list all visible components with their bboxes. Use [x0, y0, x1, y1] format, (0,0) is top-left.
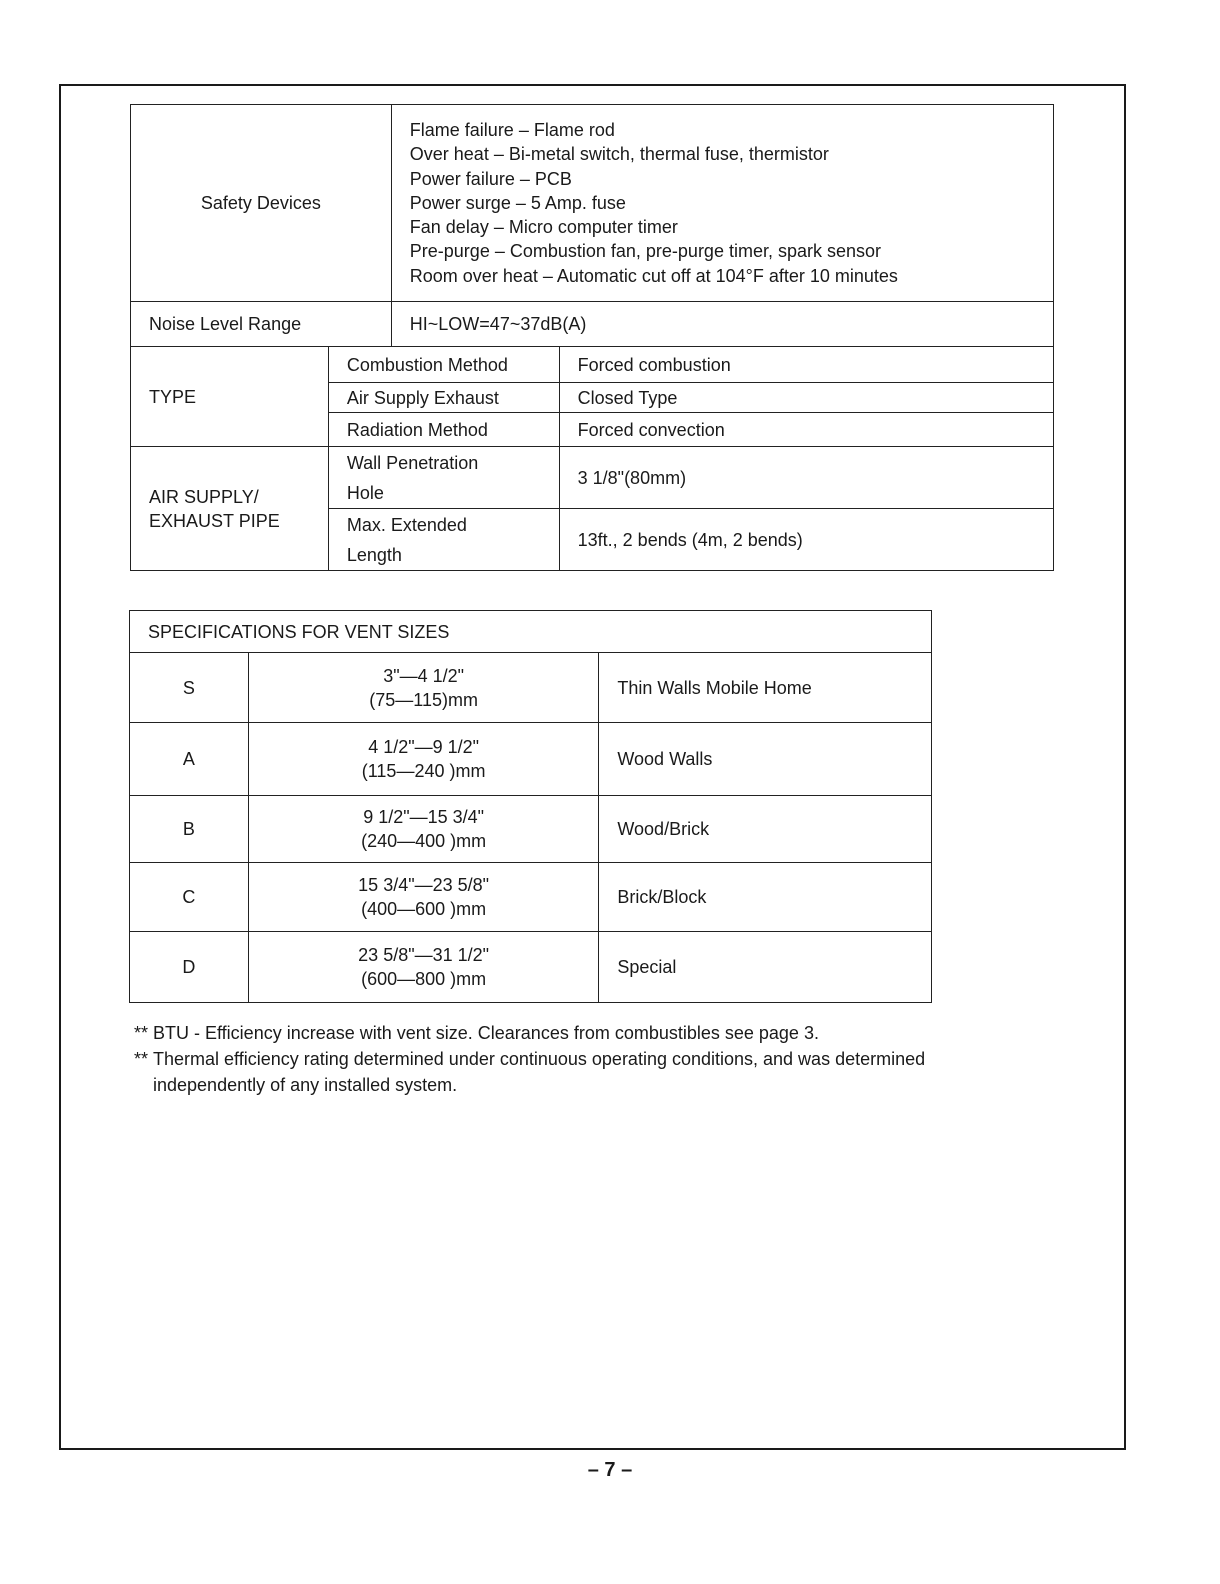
air-supply-value: 13ft., 2 bends (4m, 2 bends): [559, 509, 1053, 571]
type-value: Forced combustion: [559, 347, 1053, 383]
vent-row: [130, 932, 932, 1003]
specifications-table: [130, 104, 1054, 571]
vent-range: [248, 863, 599, 932]
vent-range: [248, 796, 599, 863]
vent-use: Special: [599, 932, 932, 1003]
air-supply-label: [131, 447, 329, 571]
vent-use: Wood/Brick: [599, 796, 932, 863]
vent-range-inches: 9 1/2"—15 3/4": [363, 807, 485, 827]
air-supply-label-line: EXHAUST PIPE: [149, 510, 280, 531]
vent-use: Wood Walls: [599, 723, 932, 796]
vent-use: Brick/Block: [599, 863, 932, 932]
vent-range-inches: 4 1/2"—9 1/2": [368, 737, 480, 757]
vent-size: D: [130, 932, 249, 1003]
vent-table-header-row: [130, 611, 932, 653]
vent-row: [130, 796, 932, 863]
vent-row: [130, 723, 932, 796]
vent-range: [248, 653, 599, 723]
footnote-text: BTU - Efficiency increase with vent size. Clearances from combustibles see page 3.: [153, 1023, 819, 1043]
type-label: TYPE: [131, 347, 329, 447]
type-value: Closed Type: [559, 383, 1053, 413]
vent-size: B: [130, 796, 249, 863]
vent-table-header: SPECIFICATIONS FOR VENT SIZES: [130, 611, 932, 653]
vent-size: C: [130, 863, 249, 932]
vent-range-mm: (75—115)mm: [369, 689, 478, 710]
footnote: [134, 1020, 1034, 1046]
safety-item: Flame failure – Flame rod: [409, 119, 615, 140]
vent-size: A: [130, 723, 249, 796]
footnote-marker: **: [134, 1023, 149, 1043]
vent-range-inches: 23 5/8"—31 1/2": [358, 945, 490, 965]
safety-devices-label: Safety Devices: [131, 105, 392, 302]
vent-sizes-table: [129, 610, 932, 1003]
air-supply-name-line: Length: [346, 544, 402, 565]
vent-range-mm: (115—240 )mm: [361, 761, 486, 781]
safety-item: Fan delay – Micro computer timer: [409, 217, 678, 238]
footnote-marker: **: [134, 1049, 149, 1069]
air-supply-name: [328, 447, 559, 509]
air-supply-name-line: Wall Penetration: [346, 452, 479, 473]
vent-range: [248, 723, 599, 796]
page-number: – 7 –: [587, 1459, 633, 1481]
type-name: Combustion Method: [328, 347, 559, 383]
noise-level-value: HI~LOW=47~37dB(A): [391, 302, 1053, 347]
safety-devices-list: [391, 105, 1053, 302]
vent-range-mm: (240—400 )mm: [361, 831, 487, 851]
vent-use: Thin Walls Mobile Home: [599, 653, 932, 723]
safety-item: Power surge – 5 Amp. fuse: [409, 192, 626, 213]
safety-item: Over heat – Bi-metal switch, thermal fuse, thermistor: [409, 144, 829, 165]
air-supply-name-line: Hole: [346, 482, 384, 503]
air-supply-name: [328, 509, 559, 571]
vent-range-inches: 15 3/4"—23 5/8": [358, 875, 490, 895]
air-supply-name-line: Max. Extended: [346, 514, 467, 535]
type-name: Radiation Method: [328, 413, 559, 447]
footnote: [134, 1046, 1034, 1098]
safety-item: Power failure – PCB: [409, 168, 572, 189]
air-supply-row: [131, 447, 1054, 509]
vent-range-mm: (600—800 )mm: [361, 969, 487, 989]
noise-level-label: Noise Level Range: [131, 302, 392, 347]
vent-row: [130, 653, 932, 723]
type-name: Air Supply Exhaust: [328, 383, 559, 413]
footnotes: [134, 1020, 1034, 1098]
noise-level-row: [131, 302, 1054, 347]
type-value: Forced convection: [559, 413, 1053, 447]
air-supply-label-line: AIR SUPPLY/: [149, 486, 259, 507]
vent-size: S: [130, 653, 249, 723]
safety-item: Room over heat – Automatic cut off at 104°F after 10 minutes: [409, 265, 898, 286]
air-supply-value: 3 1/8"(80mm): [559, 447, 1053, 509]
vent-row: [130, 863, 932, 932]
vent-range-inches: 3"—4 1/2": [383, 665, 465, 686]
footnote-text: Thermal efficiency rating determined under continuous operating conditions, and was determined independently of any installed system.: [153, 1049, 926, 1095]
safety-item: Pre-purge – Combustion fan, pre-purge timer, spark sensor: [409, 241, 882, 262]
safety-devices-row: [131, 105, 1054, 302]
vent-range: [248, 932, 599, 1003]
vent-range-mm: (400—600 )mm: [361, 899, 487, 919]
type-row: [131, 347, 1054, 383]
